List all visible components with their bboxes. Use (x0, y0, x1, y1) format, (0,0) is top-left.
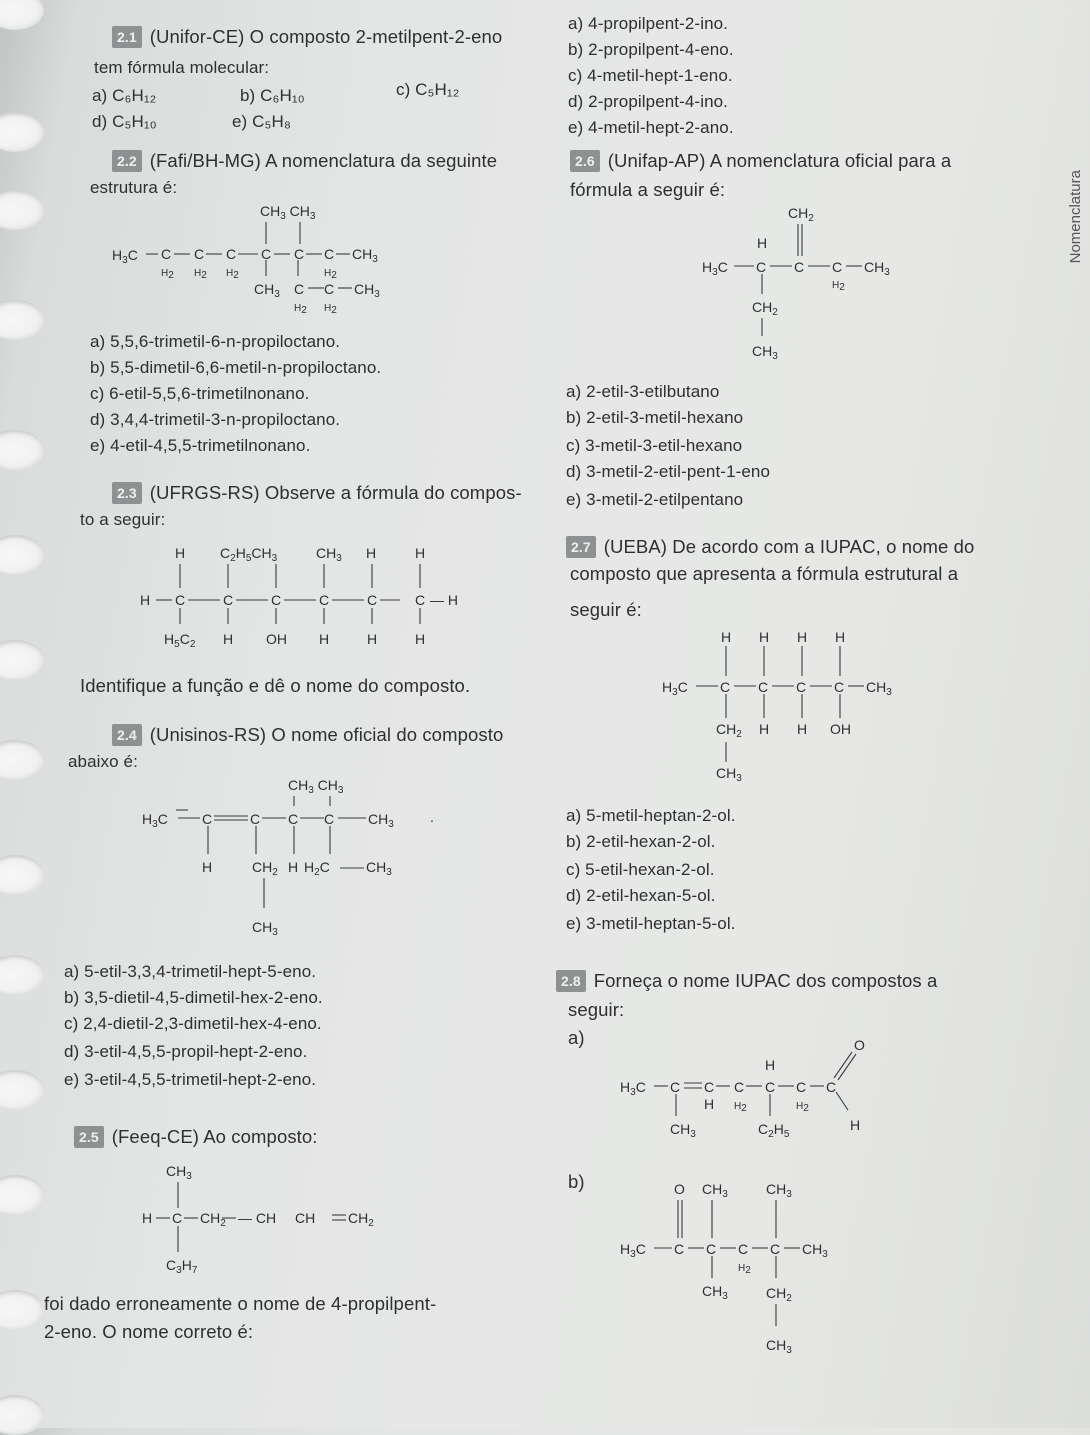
svg-text:CH3: $CH_3$ (366, 859, 392, 878)
q21-text-2: tem fórmula molecular: (94, 58, 270, 77)
svg-text:H: H (223, 631, 234, 647)
svg-text:H: H (765, 1057, 776, 1073)
svg-text:CH2: $CH_2$ (200, 1210, 226, 1229)
binder-hole (0, 1395, 44, 1435)
svg-text:CH2: $CH_2$ (788, 205, 814, 224)
svg-text:C: C (324, 246, 335, 262)
svg-text:C: C (161, 246, 172, 262)
svg-text:CH3: $CH_3$ (166, 1163, 192, 1182)
q28a-structure (618, 1030, 958, 1150)
q27-option-c: c) 5-etil-hexan-2-ol. (566, 860, 715, 879)
svg-text:CH3: $CH_3$ (252, 919, 278, 938)
svg-text:CH3: $CH_3$ (316, 545, 342, 564)
svg-text:H: H (366, 545, 377, 561)
q21-option-b: b) C₆H₁₀ (240, 86, 305, 105)
q26-option-e: e) 3-metil-2-etilpentano (566, 490, 744, 509)
q28-text: Forneça o nome IUPAC dos compostos a (593, 970, 938, 991)
svg-text:C: C (738, 1241, 749, 1257)
binder-hole (0, 1175, 44, 1215)
svg-text:H: H (850, 1117, 861, 1133)
q27-structure (660, 624, 920, 794)
svg-text:— H: — H (430, 592, 458, 608)
svg-text:C: C (250, 811, 261, 827)
svg-text:CH3: $CH_3$ (702, 1283, 728, 1302)
svg-text:C: C (770, 1241, 781, 1257)
svg-text:— CH: — CH (238, 1210, 277, 1226)
svg-text:C: C (223, 592, 234, 608)
q23-number: 2.3 (112, 482, 142, 504)
svg-text:C2H5CH3: $C_2H_5CH_3$ (220, 545, 278, 564)
svg-text:H2: H2 (324, 303, 337, 316)
q27-text-3: seguir é: (570, 599, 642, 620)
svg-text:H: H (140, 592, 151, 608)
q26-option-b: b) 2-etil-3-metil-hexano (566, 408, 744, 427)
svg-text:C: C (796, 1079, 807, 1095)
q25-option-b: b) 2-propilpent-4-eno. (568, 40, 734, 59)
svg-text:H2: H2 (324, 268, 337, 281)
svg-text:C: C (832, 259, 843, 275)
svg-text:C2H5: $C_2H_5$ (758, 1121, 790, 1140)
svg-text:C: C (294, 246, 305, 262)
svg-text:C: C (294, 281, 305, 297)
q22-option-d: d) 3,4,4-trimetil-3-n-propiloctano. (90, 410, 341, 429)
binder-hole (0, 430, 44, 470)
svg-text:H2: H2 (832, 280, 845, 293)
svg-text:CH3: $CH_3$ (368, 811, 394, 830)
q22-option-c: c) 6-etil-5,5,6-trimetilnonano. (90, 384, 310, 403)
q27-option-b: b) 2-etil-hexan-2-ol. (566, 832, 716, 851)
svg-text:O: O (854, 1037, 865, 1053)
svg-text:H5C2: $H_5C_2$ (164, 631, 196, 650)
svg-text:C: C (720, 679, 731, 695)
svg-text:C: C (324, 811, 335, 827)
q23-text-2: to a seguir: (80, 510, 166, 529)
svg-text:H: H (415, 545, 426, 561)
svg-text:C: C (670, 1079, 681, 1095)
q22-text-2: estrutura é: (90, 178, 178, 197)
svg-text:CH: CH (295, 1210, 316, 1226)
svg-text:C: C (415, 592, 426, 608)
q25-option-d: d) 2-propilpent-4-ino. (568, 92, 729, 111)
svg-text:C: C (261, 246, 272, 262)
svg-text:H2: H2 (226, 268, 239, 281)
svg-text:C: C (794, 259, 805, 275)
q26-text-2: fórmula a seguir é: (570, 179, 726, 200)
svg-text:H2: H2 (294, 303, 307, 316)
svg-text:CH2: $CH_2$ (348, 1210, 374, 1229)
svg-text:C: C (734, 1079, 745, 1095)
q28b-structure (618, 1172, 948, 1372)
q28-header (556, 970, 937, 992)
q24-option-a: a) 5-etil-3,3,4-trimetil-hept-5-eno. (64, 962, 317, 981)
svg-text:C: C (756, 259, 767, 275)
svg-text:C: C (367, 592, 378, 608)
svg-text:CH3: $CH_3$ (702, 1181, 728, 1200)
svg-text:OH: OH (266, 631, 287, 647)
svg-text:CH3: $CH_3$ (254, 281, 280, 300)
q22-option-e: e) 4-etil-4,5,5-trimetilnonano. (90, 436, 311, 455)
q24-option-c: c) 2,4-dietil-2,3-dimetil-hex-4-eno. (64, 1014, 322, 1033)
svg-text:H: H (142, 1210, 153, 1226)
svg-text:H: H (175, 545, 186, 561)
svg-text:C: C (172, 1210, 183, 1226)
svg-text:C: C (834, 679, 845, 695)
binder-hole (0, 1070, 44, 1110)
q22-option-a: a) 5,5,6-trimetil-6-n-propiloctano. (90, 332, 341, 351)
q21-option-e: e) C₅H₈ (232, 112, 291, 131)
q27-text: (UEBA) De acordo com a IUPAC, o nome do (603, 536, 975, 557)
svg-text:H: H (704, 1096, 715, 1112)
svg-text:H3C: $H_3C$ (112, 247, 138, 266)
svg-text:H3C: $H_3C$ (702, 259, 728, 278)
binder-hole (0, 535, 44, 575)
svg-text:CH3 CH3: $CH_3$ $CH_3$ (288, 777, 344, 796)
q22-number: 2.2 (112, 150, 142, 172)
q27-option-e: e) 3-metil-heptan-5-ol. (566, 914, 736, 933)
svg-text:CH3: $CH_3$ (766, 1181, 792, 1200)
binder-hole (0, 640, 44, 680)
svg-text:H2C: $H_2C$ (304, 859, 330, 878)
q25-option-c: c) 4-metil-hept-1-eno. (568, 66, 733, 85)
svg-text:CH3: $CH_3$ (716, 765, 742, 784)
q24-text-2: abaixo é: (68, 752, 138, 771)
q28-text-2: seguir: (568, 999, 625, 1020)
svg-text:H3C: $H_3C$ (142, 811, 168, 830)
q24-structure (140, 774, 470, 944)
q27-text-2: composto que apresenta a fórmula estrutural a (570, 563, 959, 584)
svg-text:H3C: $H_3C$ (620, 1241, 646, 1260)
side-tab: Nomenclatura (1067, 170, 1084, 264)
svg-text:H: H (759, 721, 770, 737)
svg-text:CH3: $CH_3$ (864, 259, 890, 278)
q24-option-e: e) 3-etil-4,5,5-trimetil-hept-2-eno. (64, 1070, 317, 1089)
q25-text-3: 2-eno. O nome correto é: (44, 1321, 254, 1342)
svg-text:H2: H2 (734, 1101, 747, 1114)
svg-text:C: C (319, 592, 330, 608)
q27-header (566, 536, 974, 558)
svg-text:H: H (319, 631, 330, 647)
binder-hole (0, 300, 44, 340)
svg-text:O: O (674, 1181, 685, 1197)
q24-option-b: b) 3,5-dietil-4,5-dimetil-hex-2-eno. (64, 988, 323, 1007)
q21-number: 2.1 (112, 26, 142, 48)
q22-text: (Fafi/BH-MG) A nomenclatura da seguinte (149, 150, 498, 171)
svg-text:H: H (721, 629, 732, 645)
svg-text:C: C (271, 592, 282, 608)
svg-text:H2: H2 (796, 1101, 809, 1114)
q25-option-e: e) 4-metil-hept-2-ano. (568, 118, 734, 137)
q28-number: 2.8 (556, 970, 586, 992)
q23-text-3: Identifique a função e dê o nome do composto. (80, 675, 471, 696)
svg-text:CH2: $CH_2$ (252, 859, 278, 878)
svg-text:CH2: $CH_2$ (766, 1285, 792, 1304)
svg-text:CH3: $CH_3$ (766, 1337, 792, 1356)
q26-number: 2.6 (570, 150, 600, 172)
svg-text:CH3: $CH_3$ (354, 281, 380, 300)
svg-text:C: C (706, 1241, 717, 1257)
q26-option-d: d) 3-metil-2-etil-pent-1-eno (566, 462, 771, 481)
q24-text: (Unisinos-RS) O nome oficial do composto (149, 724, 504, 745)
q25-text-2: foi dado erroneamente o nome de 4-propilpent- (44, 1293, 437, 1314)
svg-text:CH3 CH3: $CH_3$ $CH_3$ (260, 203, 316, 222)
q25-option-a: a) 4-propilpent-2-ino. (568, 14, 729, 33)
svg-text:C: C (826, 1079, 837, 1095)
svg-text:CH2: $CH_2$ (716, 721, 742, 740)
q22-structure (110, 198, 490, 326)
svg-text:C: C (226, 246, 237, 262)
q26-header (570, 150, 951, 172)
q23-header (112, 482, 522, 504)
binder-hole (0, 190, 44, 230)
svg-text:C: C (324, 281, 335, 297)
svg-text:C: C (758, 679, 769, 695)
svg-text:OH: OH (830, 721, 851, 737)
svg-text:CH3: $CH_3$ (752, 343, 778, 362)
q25-header (74, 1126, 318, 1148)
svg-text:H: H (202, 859, 213, 875)
q23-structure (138, 540, 478, 660)
svg-text:H2: H2 (194, 268, 207, 281)
q27-number: 2.7 (566, 536, 596, 558)
svg-text:H3C: $H_3C$ (662, 679, 688, 698)
q25-number: 2.5 (74, 1126, 104, 1148)
svg-text:C: C (202, 811, 213, 827)
svg-text:CH3: $CH_3$ (670, 1121, 696, 1140)
q26-option-c: c) 3-metil-3-etil-hexano (566, 436, 743, 455)
q21-text: (Unifor-CE) O composto 2-metilpent-2-eno (149, 26, 503, 47)
svg-text:C: C (194, 246, 205, 262)
q21-option-a: a) C₆H₁₂ (92, 86, 157, 105)
svg-text:C: C (674, 1241, 685, 1257)
svg-text:H: H (367, 631, 378, 647)
svg-text:H: H (415, 631, 426, 647)
q24-header (112, 724, 503, 746)
q22-header (112, 150, 497, 172)
svg-text:CH3: $CH_3$ (802, 1241, 828, 1260)
svg-text:CH3: $CH_3$ (866, 679, 892, 698)
svg-text:H: H (288, 859, 299, 875)
svg-text:H: H (835, 629, 846, 645)
svg-text:H3C: $H_3C$ (620, 1079, 646, 1098)
binder-hole (0, 955, 44, 995)
svg-text:C: C (704, 1079, 715, 1095)
svg-text:H: H (759, 629, 770, 645)
q27-option-d: d) 2-etil-hexan-5-ol. (566, 886, 716, 905)
svg-text:C: C (288, 811, 299, 827)
binder-hole (0, 112, 44, 152)
q25-structure (140, 1160, 400, 1290)
svg-text:.: . (430, 809, 434, 825)
svg-text:C: C (796, 679, 807, 695)
svg-text:H: H (797, 629, 808, 645)
q24-number: 2.4 (112, 724, 142, 746)
q21-header (112, 26, 502, 48)
svg-text:CH3: $CH_3$ (352, 246, 378, 265)
svg-text:H: H (797, 721, 808, 737)
svg-text:H2: H2 (738, 1263, 751, 1276)
q25-text: (Feeq-CE) Ao composto: (111, 1126, 318, 1147)
binder-hole (0, 740, 44, 780)
q27-option-a: a) 5-metil-heptan-2-ol. (566, 806, 736, 825)
svg-text:C: C (765, 1079, 776, 1095)
svg-text:H2: H2 (161, 268, 174, 281)
svg-text:C3H7: $C_3H_7$ (166, 1257, 198, 1276)
q26-structure (700, 200, 930, 370)
q26-text: (Unifap-AP) A nomenclatura oficial para a (607, 150, 952, 171)
q21-option-d: d) C₅H₁₀ (92, 112, 157, 131)
svg-text:C: C (175, 592, 186, 608)
q24-option-d: d) 3-etil-4,5,5-propil-hept-2-eno. (64, 1042, 308, 1061)
q28-option-a-label: a) (568, 1027, 585, 1048)
binder-hole (0, 0, 44, 30)
svg-text:H: H (757, 235, 768, 251)
q23-text: (UFRGS-RS) Observe a fórmula do compos- (149, 482, 522, 503)
binder-hole (0, 855, 44, 895)
q26-option-a: a) 2-etil-3-etilbutano (566, 382, 720, 401)
binder-hole (0, 1290, 44, 1330)
q22-option-b: b) 5,5-dimetil-6,6-metil-n-propiloctano. (90, 358, 382, 377)
svg-text:CH2: $CH_2$ (752, 299, 778, 318)
q21-option-c: c) C₅H₁₂ (396, 80, 460, 99)
q28-option-b-label: b) (568, 1171, 585, 1192)
